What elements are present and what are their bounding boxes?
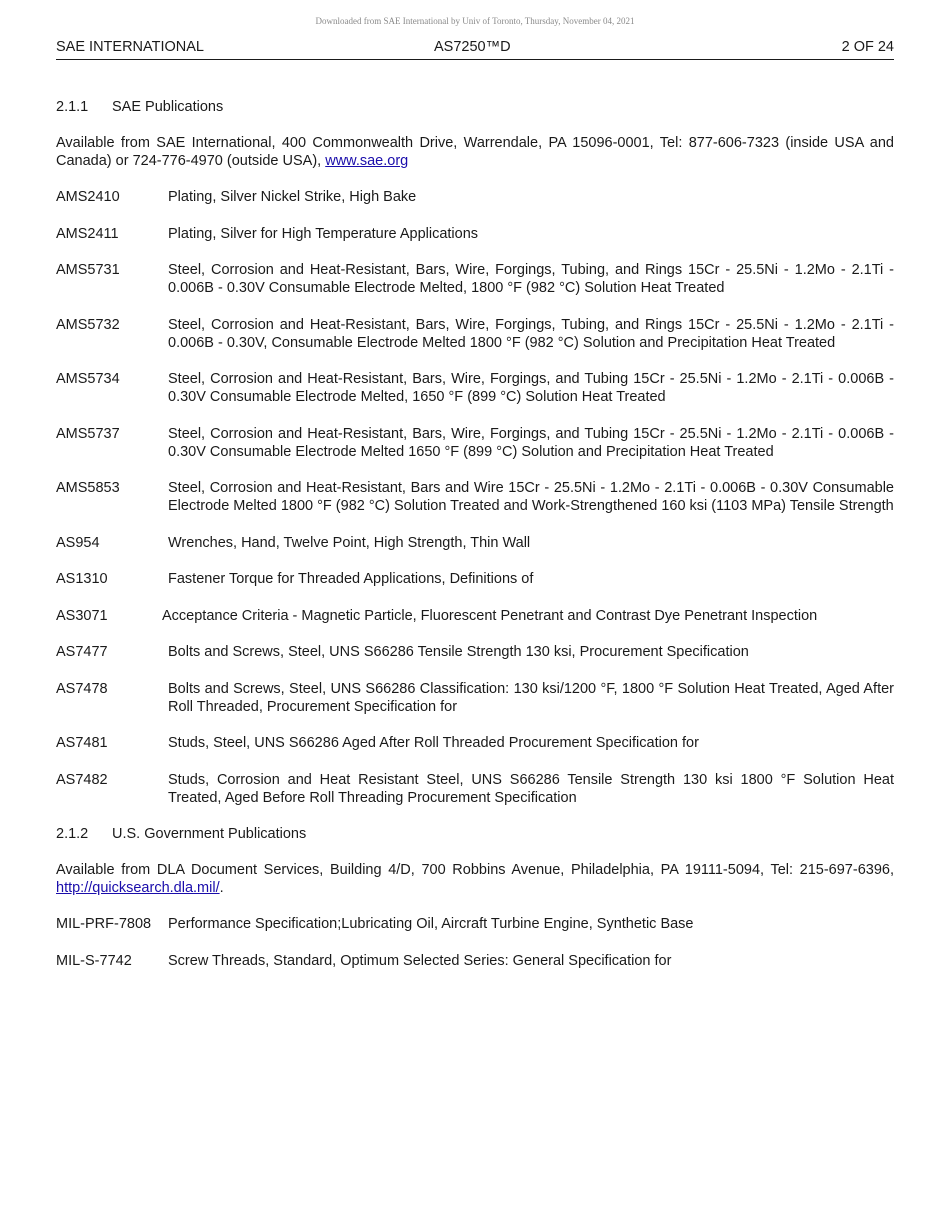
reference-code: AMS5732 [56,316,120,333]
reference-item [56,570,894,588]
section-title: U.S. Government Publications [112,826,307,842]
reference-code: AS7481 [56,735,108,751]
reference-title: Studs, Steel, UNS S66286 Aged After Roll Threaded Procurement Specification for [168,735,699,751]
reference-code: AS7478 [56,680,108,697]
reference-item [56,952,894,970]
reference-title: Studs, Corrosion and Heat Resistant Steel, UNS S66286 Tensile Strength 130 ksi 1800 °F Solution Heat Treated, Aged Before Roll Threading Procurement Specification [168,771,894,806]
reference-title: Steel, Corrosion and Heat-Resistant, Bars, Wire, Forgings, Tubing, and Rings 15Cr - 25.5Ni - 1.2Mo - 2.1Ti - 0.006B - 0.30V, Consumable Electrode Melted 1800 °F (982 °C) Solution and Precipitation Heat Treated [168,316,894,351]
reference-item [56,771,894,807]
reference-item [56,261,894,297]
reference-item [56,915,894,933]
reference-title: Bolts and Screws, Steel, UNS S66286 Classification: 130 ksi/1200 °F, 1800 °F Solution Heat Treated, Aged After Roll Threaded, Procurement Specification for [168,680,894,715]
reference-code: AS7482 [56,771,108,788]
reference-title: Performance Specification;Lubricating Oil, Aircraft Turbine Engine, Synthetic Base [168,916,694,932]
reference-item [56,734,894,752]
reference-item [56,680,894,716]
reference-item [56,534,894,552]
availability-end: . [219,880,224,896]
reference-item [56,316,894,352]
page-header [56,39,894,60]
section-title: SAE Publications [112,99,224,115]
dla-quicksearch-link[interactable]: http://quicksearch.dla.mil/ [56,880,220,896]
reference-code: MIL-S-7742 [56,952,132,969]
header-organization: SAE INTERNATIONAL [56,39,204,55]
reference-code: AMS5853 [56,480,120,496]
section-number: 2.1.2 [56,826,89,842]
document-body [56,98,894,988]
section-heading-sae [56,98,894,116]
reference-code: AS1310 [56,571,108,587]
header-document-id: AS7250™D [434,39,511,55]
reference-item [56,479,894,515]
availability-text: Available from SAE International, 400 Commonwealth Drive, Warrendale, PA 15096-0001, Tel: 877-606-7323 (inside USA and Canada) or 724-776-4970 (outside USA), [56,135,894,169]
reference-code: AMS5737 [56,425,120,442]
reference-item [56,643,894,661]
section-heading-government [56,825,894,843]
header-page-number: 2 OF 24 [841,39,894,55]
reference-title: Steel, Corrosion and Heat-Resistant, Bars, Wire, Forgings, and Tubing 15Cr - 25.5Ni - 1.2Mo - 2.1Ti - 0.006B - 0.30V Consumable Electrode Melted 1650 °F (899 °C) Solution and Precipitation Heat Treated [168,425,894,460]
reference-item [56,607,894,625]
reference-item [56,225,894,243]
reference-code: AMS5734 [56,371,120,387]
reference-title: Wrenches, Hand, Twelve Point, High Strength, Thin Wall [168,534,531,551]
reference-title: Acceptance Criteria - Magnetic Particle, Fluorescent Penetrant and Contrast Dye Penetrant Inspection [162,607,818,624]
reference-code: AMS5731 [56,262,120,278]
reference-code: AS7477 [56,644,108,660]
reference-item [56,370,894,406]
reference-code: AMS2410 [56,189,120,205]
reference-code: MIL-PRF-7808 [56,916,152,932]
reference-title: Steel, Corrosion and Heat-Resistant, Bars and Wire 15Cr - 25.5Ni - 1.2Mo - 2.1Ti - 0.006B - 0.30V Consumable Electrode Melted 1800 °F (982 °C) Solution Treated and Work-Strengthened 160 ksi (1103 MPa) Tensile Strength [168,480,894,514]
reference-code: AS954 [56,534,100,551]
reference-item [56,188,894,206]
reference-title: Fastener Torque for Threaded Applications, Definitions of [168,571,534,587]
section-number: 2.1.1 [56,99,89,115]
dla-availability-paragraph [56,861,894,897]
sae-website-link[interactable]: www.sae.org [325,153,409,169]
reference-title: Bolts and Screws, Steel, UNS S66286 Tensile Strength 130 ksi, Procurement Specification [168,644,749,660]
reference-title: Plating, Silver Nickel Strike, High Bake [168,189,417,205]
reference-code: AS3071 [56,607,108,624]
reference-title: Steel, Corrosion and Heat-Resistant, Bars, Wire, Forgings, and Tubing 15Cr - 25.5Ni - 1.2Mo - 2.1Ti - 0.006B - 0.30V Consumable Electrode Melted, 1650 °F (899 °C) Solution Heat Treated [168,371,894,405]
download-watermark: Downloaded from SAE International by Univ of Toronto, Thursday, November 04, 2021 [315,16,635,26]
availability-text: Available from DLA Document Services, Building 4/D, 700 Robbins Avenue, Philadelphia, PA 19111-5094, Tel: 215-697-6396, [56,862,894,878]
sae-availability-paragraph [56,134,894,170]
reference-title: Plating, Silver for High Temperature Applications [168,225,479,242]
reference-title: Screw Threads, Standard, Optimum Selected Series: General Specification for [168,952,672,969]
reference-code: AMS2411 [56,225,119,242]
reference-title: Steel, Corrosion and Heat-Resistant, Bars, Wire, Forgings, Tubing, and Rings 15Cr - 25.5Ni - 1.2Mo - 2.1Ti - 0.006B - 0.30V Consumable Electrode Melted, 1800 °F (982 °C) Solution Heat Treated [168,262,894,296]
reference-item [56,425,894,461]
